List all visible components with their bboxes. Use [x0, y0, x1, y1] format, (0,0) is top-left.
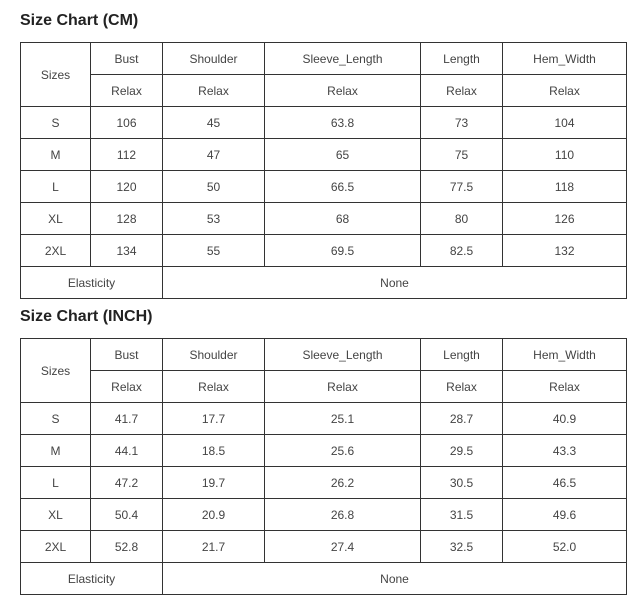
subheader-cell: Relax: [503, 371, 627, 403]
subheader-row: [21, 75, 627, 107]
elasticity-label: Elasticity: [21, 563, 163, 595]
elasticity-row: [21, 267, 627, 299]
value-cell: 118: [503, 171, 627, 203]
table-row: [21, 171, 627, 203]
value-cell: 21.7: [163, 531, 265, 563]
subheader-cell: Relax: [503, 75, 627, 107]
value-cell: 18.5: [163, 435, 265, 467]
table-row: [21, 403, 627, 435]
value-cell: 104: [503, 107, 627, 139]
table-row: [21, 435, 627, 467]
header-cell: Shoulder: [163, 339, 265, 371]
value-cell: 49.6: [503, 499, 627, 531]
value-cell: 47: [163, 139, 265, 171]
value-cell: 19.7: [163, 467, 265, 499]
value-cell: 55: [163, 235, 265, 267]
table-row: [21, 531, 627, 563]
value-cell: 40.9: [503, 403, 627, 435]
value-cell: 134: [91, 235, 163, 267]
size-cell: 2XL: [21, 531, 91, 563]
size-cell: S: [21, 107, 91, 139]
value-cell: 26.8: [265, 499, 421, 531]
value-cell: 68: [265, 203, 421, 235]
value-cell: 20.9: [163, 499, 265, 531]
value-cell: 63.8: [265, 107, 421, 139]
size-cell: XL: [21, 499, 91, 531]
size-cell: M: [21, 435, 91, 467]
elasticity-value: None: [163, 563, 627, 595]
value-cell: 73: [421, 107, 503, 139]
value-cell: 27.4: [265, 531, 421, 563]
value-cell: 52.0: [503, 531, 627, 563]
value-cell: 45: [163, 107, 265, 139]
subheader-cell: Relax: [265, 371, 421, 403]
size-cell: M: [21, 139, 91, 171]
value-cell: 26.2: [265, 467, 421, 499]
header-cell: Sleeve_Length: [265, 339, 421, 371]
elasticity-label: Elasticity: [21, 267, 163, 299]
size-chart-inch-table: [20, 338, 627, 595]
subheader-cell: Relax: [91, 371, 163, 403]
header-cell: Sleeve_Length: [265, 43, 421, 75]
header-cell: Length: [421, 339, 503, 371]
elasticity-value: None: [163, 267, 627, 299]
subheader-cell: Relax: [265, 75, 421, 107]
size-cell: L: [21, 467, 91, 499]
value-cell: 47.2: [91, 467, 163, 499]
table-row: [21, 499, 627, 531]
subheader-cell: Relax: [91, 75, 163, 107]
value-cell: 25.6: [265, 435, 421, 467]
header-row: [21, 339, 627, 371]
value-cell: 43.3: [503, 435, 627, 467]
header-cell: Bust: [91, 43, 163, 75]
table-row: [21, 235, 627, 267]
value-cell: 31.5: [421, 499, 503, 531]
table-row: [21, 139, 627, 171]
header-cell: Hem_Width: [503, 339, 627, 371]
value-cell: 53: [163, 203, 265, 235]
value-cell: 50: [163, 171, 265, 203]
subheader-cell: Relax: [163, 371, 265, 403]
value-cell: 75: [421, 139, 503, 171]
value-cell: 30.5: [421, 467, 503, 499]
header-cell: Bust: [91, 339, 163, 371]
value-cell: 25.1: [265, 403, 421, 435]
value-cell: 128: [91, 203, 163, 235]
table-row: [21, 107, 627, 139]
value-cell: 44.1: [91, 435, 163, 467]
value-cell: 82.5: [421, 235, 503, 267]
sizes-header-cell: Sizes: [21, 43, 91, 107]
value-cell: 69.5: [265, 235, 421, 267]
size-cell: L: [21, 171, 91, 203]
header-cell: Shoulder: [163, 43, 265, 75]
subheader-cell: Relax: [163, 75, 265, 107]
value-cell: 110: [503, 139, 627, 171]
size-chart-cm-table: [20, 42, 627, 299]
value-cell: 65: [265, 139, 421, 171]
value-cell: 41.7: [91, 403, 163, 435]
size-chart-cm-title: Size Chart (CM): [20, 12, 139, 29]
size-cell: S: [21, 403, 91, 435]
value-cell: 126: [503, 203, 627, 235]
value-cell: 106: [91, 107, 163, 139]
value-cell: 50.4: [91, 499, 163, 531]
sizes-header-cell: Sizes: [21, 339, 91, 403]
subheader-cell: Relax: [421, 371, 503, 403]
value-cell: 29.5: [421, 435, 503, 467]
value-cell: 80: [421, 203, 503, 235]
value-cell: 132: [503, 235, 627, 267]
size-cell: 2XL: [21, 235, 91, 267]
value-cell: 28.7: [421, 403, 503, 435]
value-cell: 52.8: [91, 531, 163, 563]
header-row: [21, 43, 627, 75]
subheader-cell: Relax: [421, 75, 503, 107]
value-cell: 77.5: [421, 171, 503, 203]
value-cell: 32.5: [421, 531, 503, 563]
header-cell: Length: [421, 43, 503, 75]
value-cell: 120: [91, 171, 163, 203]
table-row: [21, 467, 627, 499]
subheader-row: [21, 371, 627, 403]
value-cell: 46.5: [503, 467, 627, 499]
value-cell: 66.5: [265, 171, 421, 203]
size-chart-inch-title: Size Chart (INCH): [20, 308, 153, 325]
table-row: [21, 203, 627, 235]
value-cell: 112: [91, 139, 163, 171]
elasticity-row: [21, 563, 627, 595]
header-cell: Hem_Width: [503, 43, 627, 75]
size-cell: XL: [21, 203, 91, 235]
value-cell: 17.7: [163, 403, 265, 435]
